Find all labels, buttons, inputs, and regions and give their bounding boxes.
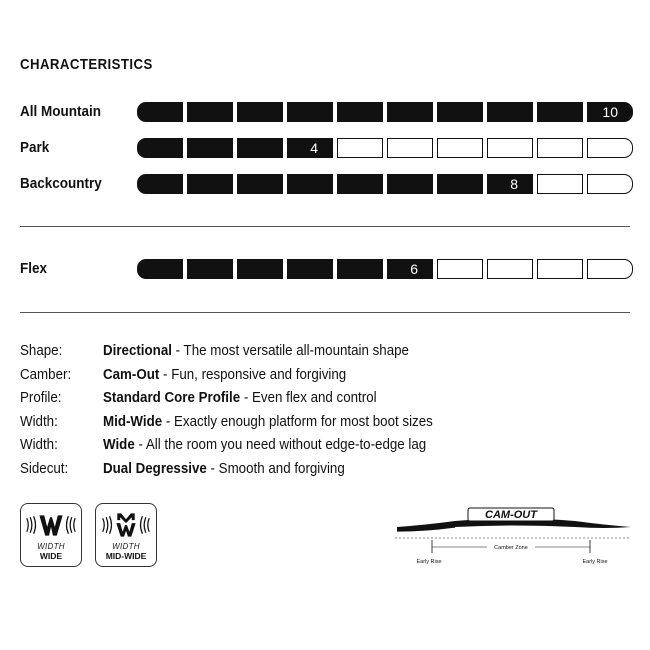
rating-bar — [137, 102, 631, 122]
rating-segment-filled — [437, 174, 483, 194]
rating-segment-filled — [287, 138, 333, 158]
spec-desc: The most versatile all-mountain shape — [183, 343, 409, 359]
spec-key: Width: — [20, 413, 58, 430]
rating-segment-filled — [387, 174, 433, 194]
rating-bar — [137, 174, 631, 194]
spec-name: Dual Degressive — [103, 460, 207, 477]
spec-desc: Even flex and control — [251, 390, 377, 407]
cam-out-logo-sub: CAMBER — [495, 520, 527, 527]
rating-segment-filled — [387, 102, 433, 122]
rating-row-flex — [20, 259, 632, 279]
rating-label: Flex — [20, 260, 48, 277]
rating-value: 8 — [510, 176, 518, 192]
rating-row-backcountry — [20, 174, 632, 194]
rating-segment-empty — [487, 138, 533, 158]
rating-segment-filled — [187, 138, 233, 158]
rating-row-park — [20, 138, 632, 158]
rating-segment-filled — [287, 259, 333, 279]
spec-key: Shape: — [20, 343, 63, 359]
spec-name: Standard Core Profile — [103, 390, 241, 407]
rating-segment-filled — [187, 102, 233, 122]
rating-segment-empty — [587, 138, 633, 158]
spec-desc: Exactly enough platform for most boot sizes — [174, 413, 433, 430]
spec-row-shape: Shape: Directional - The most versatile all-mountain shape — [20, 340, 640, 364]
rating-segment-empty — [587, 259, 633, 279]
rating-segment-filled — [337, 174, 383, 194]
rating-segment-filled — [137, 259, 183, 279]
rating-segment-filled — [337, 259, 383, 279]
spec-key: Profile: — [20, 390, 62, 407]
spec-key: Sidecut: — [20, 460, 69, 477]
width-wide-icon — [21, 510, 81, 540]
rating-segment-filled — [537, 102, 583, 122]
spec-key: Camber: — [20, 366, 72, 383]
rating-segment-empty — [337, 138, 383, 158]
rating-bar — [137, 138, 631, 158]
rating-segment-empty — [437, 138, 483, 158]
rating-segment-empty — [387, 138, 433, 158]
rating-segment-filled — [187, 174, 233, 194]
spec-name: Mid-Wide — [103, 413, 163, 430]
rating-segment-filled — [487, 102, 533, 122]
rating-segment-filled — [237, 138, 283, 158]
rating-segment-filled — [387, 259, 433, 279]
rating-segment-filled — [137, 102, 183, 122]
rating-value: 10 — [602, 104, 618, 120]
rating-segment-filled — [437, 102, 483, 122]
badge-caption-bottom: WIDE — [39, 551, 63, 561]
spec-desc: Smooth and forgiving — [218, 460, 345, 477]
spec-row-sidecut: Sidecut: Dual Degressive - Smooth and forgiving — [20, 458, 640, 482]
rating-segment-empty — [487, 259, 533, 279]
rating-segment-filled — [487, 174, 533, 194]
rating-segment-empty — [537, 259, 583, 279]
badge-caption-top: WIDTH — [112, 542, 140, 551]
rating-bar — [137, 259, 631, 279]
camber-zone-label: Camber Zone — [494, 545, 528, 551]
rating-label: All Mountain — [20, 103, 101, 120]
divider — [20, 312, 630, 313]
spec-name: Directional — [103, 343, 172, 359]
badge-width-mid-wide — [95, 503, 157, 567]
spec-desc: Fun, responsive and forgiving — [171, 366, 347, 383]
cam-out-logo-text: CAM-OUT — [485, 509, 537, 521]
early-rise-right-label: Early Rise — [582, 559, 608, 565]
rating-segment-filled — [237, 102, 283, 122]
spec-list — [20, 340, 640, 482]
rating-segment-empty — [587, 174, 633, 194]
rating-segment-filled — [337, 102, 383, 122]
rating-value: 6 — [410, 261, 418, 277]
rating-value: 4 — [310, 140, 318, 156]
spec-row-width-wide: Width: Wide - All the room you need without edge-to-edge lag — [20, 434, 640, 458]
rating-segment-filled — [137, 174, 183, 194]
badge-width-wide — [20, 503, 82, 567]
badge-caption-top: WIDTH — [37, 542, 65, 551]
rating-segment-empty — [537, 174, 583, 194]
width-mid-wide-icon — [96, 510, 156, 540]
rating-row-all-mountain — [20, 102, 632, 122]
rating-segment-filled — [237, 259, 283, 279]
spec-name: Cam-Out — [103, 366, 160, 383]
rating-segment-empty — [437, 259, 483, 279]
rating-segment-filled — [237, 174, 283, 194]
divider — [20, 226, 630, 227]
rating-segment-filled — [137, 138, 183, 158]
rating-segment-filled — [287, 174, 333, 194]
spec-name: Wide — [103, 437, 135, 454]
characteristics-heading: CHARACTERISTICS — [20, 56, 153, 73]
rating-segment-empty — [537, 138, 583, 158]
early-rise-left-label: Early Rise — [416, 559, 442, 565]
badge-caption-bottom: MID-WIDE — [105, 551, 147, 561]
rating-segment-filled — [587, 102, 633, 122]
rating-label: Backcountry — [20, 175, 102, 192]
spec-row-profile: Profile: Standard Core Profile - Even flex and control — [20, 387, 640, 411]
camber-profile-diagram — [395, 505, 635, 575]
rating-segment-filled — [187, 259, 233, 279]
spec-row-width-mid-wide: Width: Mid-Wide - Exactly enough platform for most boot sizes — [20, 411, 640, 435]
rating-label: Park — [20, 139, 50, 156]
spec-desc: All the room you need without edge-to-edge lag — [145, 437, 427, 454]
rating-segment-filled — [287, 102, 333, 122]
spec-row-camber: Camber: Cam-Out - Fun, responsive and forgiving — [20, 364, 640, 388]
spec-key: Width: — [20, 437, 58, 454]
